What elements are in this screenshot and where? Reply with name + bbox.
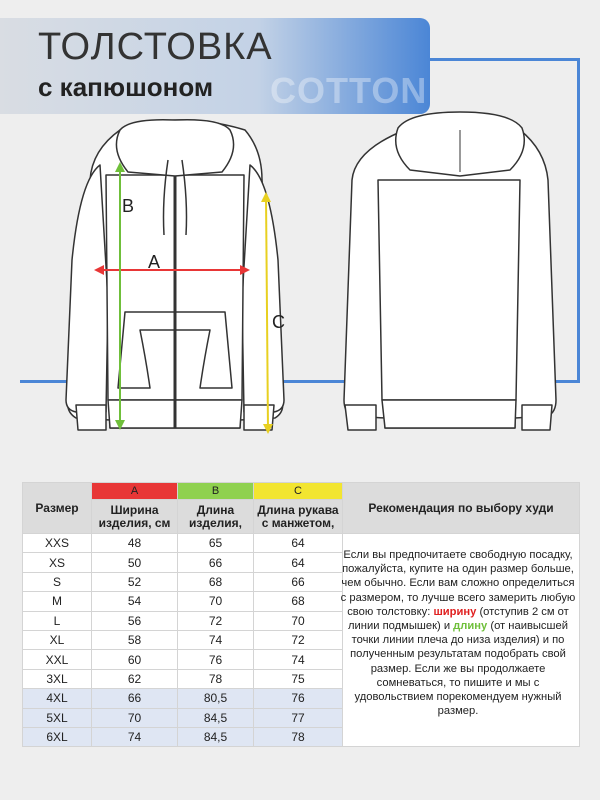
recommendation-part-2: (отступив 2 см от линии подмышек) и — [348, 605, 569, 633]
sleeve-cell: 78 — [254, 727, 343, 746]
length-cell: 65 — [178, 534, 254, 553]
length-cell: 78 — [178, 669, 254, 688]
recommendation-part-3: (от наивысшей точки линии плеча до низа изделия) и по полученным результатам подобрать свой размер. Если же вы продолжаете сомневаться, то пишите и мы с удовольствием порекомендуем нужный размер. — [350, 620, 568, 718]
recommendation-length-word: длину — [453, 620, 488, 633]
header-length: Длина изделия, — [178, 500, 254, 534]
recommendation-text — [340, 548, 576, 718]
size-cell: XXS — [23, 534, 92, 553]
header-sleeve: Длина рукава с манжетом, — [254, 500, 343, 534]
header-letter-a: A — [92, 483, 178, 500]
recommendation-width-word: ширину — [433, 605, 477, 618]
length-cell: 72 — [178, 611, 254, 630]
length-cell: 84,5 — [178, 708, 254, 727]
size-cell: XXL — [23, 650, 92, 669]
front-left-sleeve — [66, 165, 108, 412]
size-cell: M — [23, 592, 92, 611]
front-left-cuff — [76, 405, 106, 430]
length-cell: 74 — [178, 630, 254, 649]
back-waistband — [382, 400, 516, 428]
table-letter-row — [23, 483, 580, 500]
recommendation-part-1: Если вы предпочитаете свободную посадку, пожалуйста, купите на один размер больше, чем обычно. Если вам сложно определиться с размером, то лучше всего замерить любую свою толстовку: — [340, 549, 576, 618]
size-cell: 3XL — [23, 669, 92, 688]
header-recommendation: Рекомендация по выбору худи — [343, 483, 580, 534]
sleeve-cell: 74 — [254, 650, 343, 669]
sleeve-cell: 72 — [254, 630, 343, 649]
width-cell: 48 — [92, 534, 178, 553]
length-cell: 80,5 — [178, 689, 254, 708]
size-cell: XS — [23, 553, 92, 572]
cotton-watermark: COTTON — [270, 70, 428, 111]
width-cell: 54 — [92, 592, 178, 611]
page-subtitle: с капюшоном — [38, 72, 214, 102]
length-cell: 84,5 — [178, 727, 254, 746]
width-cell: 56 — [92, 611, 178, 630]
width-cell: 62 — [92, 669, 178, 688]
measure-c-label: C — [272, 312, 285, 332]
sleeve-cell: 68 — [254, 592, 343, 611]
length-cell: 66 — [178, 553, 254, 572]
page-title: ТОЛСТОВКА — [38, 26, 273, 68]
sleeve-cell: 76 — [254, 689, 343, 708]
header-size: Размер — [23, 483, 92, 534]
width-cell: 58 — [92, 630, 178, 649]
size-cell: 6XL — [23, 727, 92, 746]
sleeve-cell: 70 — [254, 611, 343, 630]
measure-a-label: A — [148, 252, 161, 272]
size-cell: L — [23, 611, 92, 630]
sleeve-cell: 64 — [254, 553, 343, 572]
sleeve-cell: 66 — [254, 572, 343, 591]
front-hood — [116, 120, 233, 176]
back-left-cuff — [345, 405, 376, 430]
width-cell: 66 — [92, 689, 178, 708]
back-right-cuff — [522, 405, 552, 430]
size-cell: 4XL — [23, 689, 92, 708]
width-cell: 50 — [92, 553, 178, 572]
size-cell: XL — [23, 630, 92, 649]
width-cell: 52 — [92, 572, 178, 591]
sleeve-cell: 77 — [254, 708, 343, 727]
header-width: Ширина изделия, см — [92, 500, 178, 534]
header-letter-b: B — [178, 483, 254, 500]
length-cell: 76 — [178, 650, 254, 669]
width-cell: 74 — [92, 727, 178, 746]
width-cell: 70 — [92, 708, 178, 727]
length-cell: 68 — [178, 572, 254, 591]
width-cell: 60 — [92, 650, 178, 669]
sleeve-cell: 64 — [254, 534, 343, 553]
sleeve-cell: 75 — [254, 669, 343, 688]
header-letter-c: C — [254, 483, 343, 500]
size-cell: 5XL — [23, 708, 92, 727]
measure-b-label: B — [122, 196, 135, 216]
size-cell: S — [23, 572, 92, 591]
front-right-sleeve — [242, 165, 284, 412]
length-cell: 70 — [178, 592, 254, 611]
back-panel — [378, 180, 520, 400]
